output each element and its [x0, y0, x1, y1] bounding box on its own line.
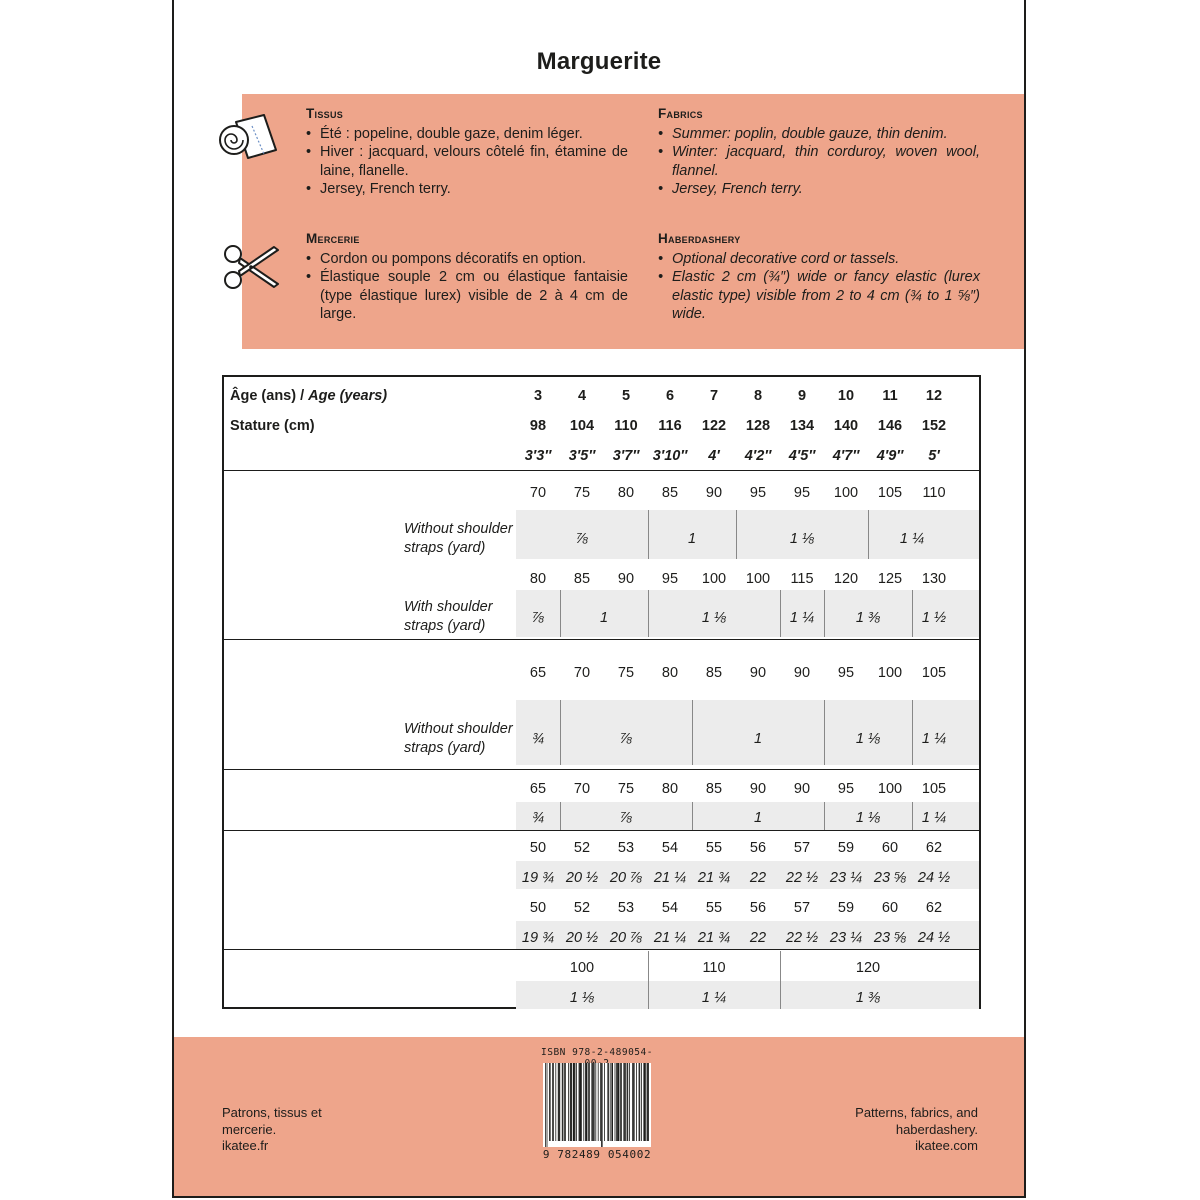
- barcode-bar: [545, 1063, 546, 1147]
- list-item: • Optional decorative cord or tassels.: [658, 250, 980, 269]
- barcode-bar: [607, 1063, 608, 1141]
- table-cell-merged: 1 ⅜: [855, 610, 881, 626]
- table-cell: 3′7″: [612, 448, 640, 464]
- barcode-bar: [618, 1063, 620, 1141]
- cell-divider: [912, 590, 913, 637]
- cell-divider: [692, 700, 693, 765]
- table-cell: 100: [877, 665, 903, 681]
- barcode-bar: [564, 1063, 565, 1141]
- table-cell-merged: 1 ⅛: [569, 990, 595, 1006]
- cell-divider: [912, 700, 913, 765]
- table-cell: 12: [925, 388, 943, 404]
- barcode-bar: [575, 1063, 576, 1141]
- list-item: • Hiver : jacquard, velours côtelé fin, étamine de laine, flanelle.: [306, 143, 628, 180]
- barcode: [537, 1047, 657, 1165]
- pattern-title: Marguerite: [536, 48, 662, 75]
- table-cell: 52: [573, 840, 591, 856]
- haberdashery-en-heading: Haberdashery: [658, 231, 741, 246]
- table-cell: 54: [661, 840, 679, 856]
- barcode-bar: [624, 1063, 626, 1141]
- table-cell-merged: 1 ⅛: [855, 810, 881, 826]
- table-cell: 52: [573, 900, 591, 916]
- barcode-bar: [627, 1063, 628, 1141]
- table-cell: 8: [753, 388, 763, 404]
- table-cell: 146: [877, 418, 903, 434]
- row-divider: [224, 470, 979, 471]
- table-cell: 60: [881, 900, 899, 916]
- table-cell: 120: [833, 571, 859, 587]
- table-cell: 98: [529, 418, 547, 434]
- barcode-image: [543, 1063, 651, 1147]
- barcode-bar: [547, 1063, 548, 1147]
- table-cell: 128: [745, 418, 771, 434]
- fabrics-fr: [306, 105, 628, 199]
- table-cell: 60: [881, 840, 899, 856]
- barcode-bar: [559, 1063, 560, 1141]
- barcode-bar: [604, 1063, 605, 1141]
- table-cell: 62: [925, 900, 943, 916]
- cell-divider: [868, 510, 869, 559]
- age-label-fr: Âge (ans) /: [230, 388, 309, 404]
- barcode-bar: [600, 1063, 601, 1141]
- table-cell: 23 ¼: [829, 870, 863, 886]
- table-cell: 22 ½: [785, 930, 819, 946]
- list-item: • Cordon ou pompons décoratifs en option.: [306, 250, 628, 269]
- barcode-bar: [627, 1063, 628, 1141]
- table-cell: 85: [705, 665, 723, 681]
- table-cell: 65: [529, 665, 547, 681]
- table-cell: 4′5″: [788, 448, 816, 464]
- footer-left-line: mercerie.: [222, 1121, 277, 1137]
- list-item: • Élastique souple 2 cm ou élastique fantaisie (type élastique lurex) visible de 2 à 4 cm de large.: [306, 268, 628, 324]
- table-cell-merged: 1: [753, 810, 763, 826]
- scissors-icon: [220, 240, 282, 296]
- cell-divider: [692, 802, 693, 830]
- table-cell: 10: [837, 388, 855, 404]
- barcode-bar: [632, 1063, 633, 1141]
- table-cell: 105: [921, 665, 947, 681]
- table-cell: 21 ¼: [653, 930, 687, 946]
- cell-divider: [736, 510, 737, 559]
- table-cell: 20 ⅞: [609, 870, 643, 886]
- barcode-bar: [552, 1063, 553, 1141]
- table-cell: 75: [617, 665, 635, 681]
- table-cell: 56: [749, 900, 767, 916]
- barcode-bars: [543, 1063, 651, 1147]
- list-item: • Été : popeline, double gaze, denim léger.: [306, 125, 628, 144]
- barcode-bar: [565, 1063, 566, 1141]
- barcode-bar: [602, 1063, 603, 1147]
- cell-divider: [824, 700, 825, 765]
- barcode-bar: [598, 1063, 599, 1141]
- barcode-bar: [643, 1063, 645, 1141]
- table-cell: 56: [749, 840, 767, 856]
- table-cell: 59: [837, 840, 855, 856]
- table-cell: 57: [793, 840, 811, 856]
- no-straps-yd-label: Without shoulder straps (yard): [404, 721, 513, 756]
- table-cell: 125: [877, 571, 903, 587]
- barcode-bar: [570, 1063, 571, 1141]
- table-cell: 54: [661, 900, 679, 916]
- footer-right: [855, 1105, 978, 1155]
- barcode-bar: [648, 1063, 649, 1141]
- fabrics-fr-heading: Tissus: [306, 106, 344, 121]
- cell-divider: [824, 590, 825, 637]
- haberdashery-en: [658, 230, 980, 324]
- table-cell-merged: 1 ⅛: [701, 610, 727, 626]
- table-cell: 23 ¼: [829, 930, 863, 946]
- table-cell-merged: 1: [599, 610, 609, 626]
- table-cell: 90: [617, 571, 635, 587]
- haberdashery-fr: [306, 230, 628, 324]
- table-cell: 80: [661, 781, 679, 797]
- barcode-bar: [641, 1063, 642, 1141]
- table-cell: 70: [573, 665, 591, 681]
- table-cell: 100: [701, 571, 727, 587]
- table-cell: 21 ¼: [653, 870, 687, 886]
- table-cell: 23 ⅝: [873, 930, 907, 946]
- table-cell-merged: 1 ⅜: [855, 990, 881, 1006]
- barcode-bar: [588, 1063, 589, 1141]
- table-cell: 3′10″: [652, 448, 688, 464]
- table-cell-merged: 1 ½: [921, 610, 947, 626]
- table-cell: 65: [529, 781, 547, 797]
- table-cell: 50: [529, 900, 547, 916]
- barcode-bar: [623, 1063, 624, 1141]
- footer-right-link: ikatee.com: [915, 1138, 978, 1153]
- table-cell: 152: [921, 418, 947, 434]
- table-cell: 90: [793, 781, 811, 797]
- table-cell: 22 ½: [785, 870, 819, 886]
- footer-right-line: Patterns, fabrics, and: [855, 1105, 978, 1120]
- table-cell: 95: [837, 781, 855, 797]
- barcode-bar: [571, 1063, 572, 1141]
- table-cell: 24 ½: [917, 930, 951, 946]
- cell-divider: [780, 590, 781, 637]
- barcode-bar: [562, 1063, 563, 1141]
- table-cell: 80: [617, 485, 635, 501]
- table-cell: 95: [837, 665, 855, 681]
- table-cell: 104: [569, 418, 595, 434]
- barcode-bar: [589, 1063, 590, 1141]
- table-cell: 4′7″: [832, 448, 860, 464]
- age-label: [230, 387, 387, 405]
- barcode-bar: [585, 1063, 586, 1141]
- table-cell: 110: [614, 418, 638, 434]
- table-cell-merged: ⅞: [619, 810, 633, 826]
- row-divider: [224, 949, 979, 950]
- table-cell: 4′2″: [744, 448, 772, 464]
- barcode-bar: [645, 1063, 646, 1141]
- table-cell: 20 ⅞: [609, 930, 643, 946]
- table-cell: 11: [882, 388, 898, 404]
- table-cell: 85: [573, 571, 591, 587]
- table-cell: 3′5″: [568, 448, 596, 464]
- table-cell: 95: [749, 485, 767, 501]
- row-divider: [224, 639, 979, 640]
- cell-divider: [912, 802, 913, 830]
- table-cell-merged: 1: [687, 531, 697, 547]
- fabric-roll-icon: [218, 112, 280, 166]
- barcode-bar: [586, 1063, 588, 1141]
- barcode-bar: [639, 1063, 640, 1141]
- table-cell: 122: [701, 418, 727, 434]
- row-divider: [224, 830, 979, 831]
- table-cell: 70: [573, 781, 591, 797]
- table-cell-merged: ¾: [531, 810, 545, 826]
- table-cell: 5: [621, 388, 631, 404]
- barcode-bar: [555, 1063, 556, 1141]
- barcode-bar: [639, 1063, 640, 1141]
- table-cell: 20 ½: [565, 930, 599, 946]
- table-cell-merged: 110: [702, 960, 726, 976]
- table-cell: 95: [661, 571, 679, 587]
- table-cell: 134: [789, 418, 815, 434]
- table-cell: 24 ½: [917, 870, 951, 886]
- barcode-bar: [579, 1063, 580, 1141]
- barcode-bar: [563, 1063, 564, 1141]
- barcode-bar: [549, 1063, 550, 1141]
- table-cell-merged: 1 ¼: [899, 531, 925, 547]
- table-cell: 90: [749, 781, 767, 797]
- table-cell: 59: [837, 900, 855, 916]
- table-cell: 21 ¾: [697, 930, 731, 946]
- footer-left-line: Patrons, tissus et: [222, 1105, 322, 1120]
- table-cell: 62: [925, 840, 943, 856]
- table-cell-merged: 1 ⅛: [789, 531, 815, 547]
- barcode-bar: [583, 1063, 584, 1141]
- fabrics-en-heading: Fabrics: [658, 106, 703, 121]
- barcode-bar: [571, 1063, 572, 1141]
- barcode-bar: [616, 1063, 617, 1141]
- barcode-bar: [620, 1063, 621, 1141]
- table-cell: 4′9″: [876, 448, 904, 464]
- barcode-bar: [610, 1063, 611, 1141]
- table-cell: 5′: [928, 448, 940, 464]
- table-cell: 100: [833, 485, 859, 501]
- table-cell: 22: [749, 930, 767, 946]
- table-cell: 116: [658, 418, 682, 434]
- haberdashery-fr-heading: Mercerie: [306, 231, 360, 246]
- cell-divider: [560, 802, 561, 830]
- barcode-bar: [633, 1063, 634, 1141]
- table-cell: 90: [705, 485, 723, 501]
- table-cell-merged: ⅞: [575, 531, 589, 547]
- table-cell: 21 ¾: [697, 870, 731, 886]
- table-cell: 50: [529, 840, 547, 856]
- table-cell: 4: [577, 388, 587, 404]
- table-cell-merged: 1 ⅛: [855, 731, 881, 747]
- footer-left-link: ikatee.fr: [222, 1138, 269, 1153]
- table-cell: 115: [790, 571, 814, 587]
- list-item: • Jersey, French terry.: [658, 180, 980, 199]
- table-cell-merged: 100: [569, 960, 595, 976]
- table-cell: 22: [749, 870, 767, 886]
- footer: [174, 1037, 1024, 1198]
- straps-yd-label: With shoulder straps (yard): [404, 599, 493, 634]
- table-cell: 6: [665, 388, 675, 404]
- barcode-bar: [591, 1063, 592, 1141]
- table-cell-merged: ¾: [531, 731, 545, 747]
- table-cell: 53: [617, 840, 635, 856]
- list-item: • Jersey, French terry.: [306, 180, 628, 199]
- cell-divider: [560, 700, 561, 765]
- table-cell: 55: [705, 900, 723, 916]
- barcode-bar: [553, 1063, 554, 1141]
- table-cell-merged: ⅞: [531, 610, 545, 626]
- table-cell: 57: [793, 900, 811, 916]
- table-cell: 55: [705, 840, 723, 856]
- table-cell: 9: [797, 388, 807, 404]
- barcode-bar: [573, 1063, 575, 1141]
- table-cell: 23 ⅝: [873, 870, 907, 886]
- table-cell-merged: 1 ¼: [701, 990, 727, 1006]
- table-cell: 100: [745, 571, 771, 587]
- footer-left: [222, 1105, 322, 1155]
- table-cell: 53: [617, 900, 635, 916]
- table-cell: 20 ½: [565, 870, 599, 886]
- list-item: • Winter: jacquard, thin corduroy, woven wool, flannel.: [658, 143, 980, 180]
- table-cell: 3: [533, 388, 543, 404]
- row-divider: [224, 769, 979, 770]
- barcode-bar: [617, 1063, 618, 1141]
- barcode-bar: [550, 1063, 551, 1141]
- barcode-bar: [576, 1063, 577, 1141]
- table-cell: 130: [921, 571, 947, 587]
- barcode-number: 9 782489 054002: [542, 1148, 652, 1161]
- table-cell: 19 ¾: [521, 930, 555, 946]
- table-cell: 105: [921, 781, 947, 797]
- table-cell: 3′3″: [524, 448, 552, 464]
- barcode-bar: [634, 1063, 635, 1141]
- barcode-bar: [579, 1063, 581, 1141]
- table-cell: 80: [529, 571, 547, 587]
- barcode-bar: [608, 1063, 609, 1141]
- cell-divider: [560, 590, 561, 637]
- barcode-bar: [581, 1063, 582, 1141]
- table-cell: 75: [617, 781, 635, 797]
- barcode-bar: [647, 1063, 648, 1141]
- fabrics-en: [658, 105, 980, 199]
- barcode-bar: [592, 1063, 594, 1141]
- cell-divider: [824, 802, 825, 830]
- table-cell-merged: 1 ¼: [921, 810, 947, 826]
- barcode-bar: [595, 1063, 596, 1141]
- table-cell: 80: [661, 665, 679, 681]
- table-cell: 70: [529, 485, 547, 501]
- table-cell: 4′: [708, 448, 720, 464]
- table-cell-merged: 1: [753, 731, 763, 747]
- table-cell: 19 ¾: [521, 870, 555, 886]
- table-cell-merged: 120: [855, 960, 881, 976]
- table-cell: 140: [833, 418, 859, 434]
- barcode-bar: [629, 1063, 630, 1141]
- table-cell: 110: [922, 485, 946, 501]
- pattern-back-cover: [172, 0, 1026, 1198]
- stature-label: Stature (cm): [230, 418, 315, 434]
- no-straps-yd-label: Without shoulder straps (yard): [404, 521, 513, 556]
- barcode-bar: [647, 1063, 648, 1141]
- table-cell: 75: [573, 485, 591, 501]
- table-cell: 7: [709, 388, 719, 404]
- size-chart-table: [222, 375, 981, 1009]
- barcode-bar: [611, 1063, 613, 1141]
- table-cell: 85: [661, 485, 679, 501]
- table-cell: 90: [793, 665, 811, 681]
- barcode-bar: [621, 1063, 622, 1141]
- barcode-bar: [601, 1063, 602, 1147]
- barcode-bar: [559, 1063, 560, 1141]
- barcode-bar: [558, 1063, 559, 1141]
- table-cell-merged: 1 ¼: [921, 731, 947, 747]
- table-cell-merged: 1 ¼: [789, 610, 815, 626]
- age-label-en: Age (years): [308, 388, 388, 404]
- barcode-bar: [594, 1063, 595, 1141]
- list-item: • Elastic 2 cm (¾″) wide or fancy elastic (lurex elastic type) visible from 2 to 4 cm (¾ to 1 ⅝″) wide.: [658, 268, 980, 324]
- barcode-bar: [615, 1063, 616, 1141]
- table-cell: 100: [877, 781, 903, 797]
- list-item: • Summer: poplin, double gauze, thin denim.: [658, 125, 980, 144]
- table-cell: 95: [793, 485, 811, 501]
- footer-right-line: haberdashery.: [895, 1121, 978, 1137]
- cell-divider: [648, 590, 649, 637]
- table-cell: 85: [705, 781, 723, 797]
- table-cell: 90: [749, 665, 767, 681]
- table-cell-merged: ⅞: [619, 731, 633, 747]
- isbn-text: ISBN 978-2-489054-: [541, 1047, 653, 1058]
- cell-divider: [648, 510, 649, 559]
- table-cell: 105: [877, 485, 903, 501]
- barcode-bar: [568, 1063, 569, 1141]
- barcode-bar: [636, 1063, 637, 1141]
